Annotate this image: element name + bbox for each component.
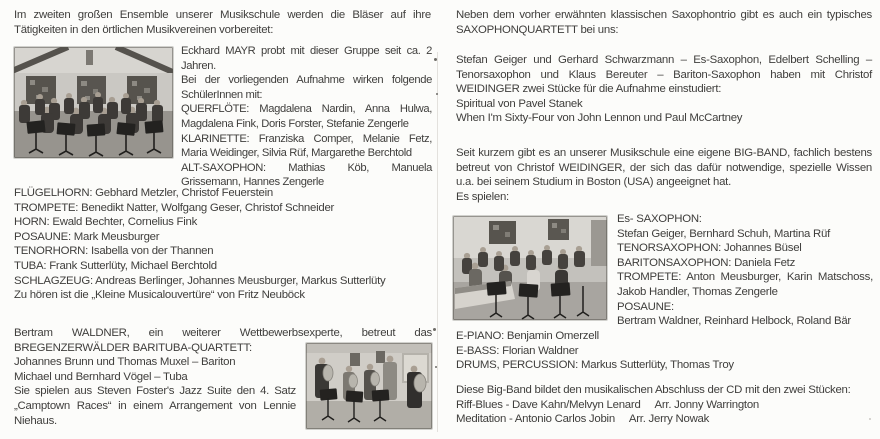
bigband-photo (453, 216, 607, 320)
side-line: QUERFLÖTE: Magdalena Nardin, Anna Hulwa, Magdalena Fink, Doris Forster, Stefanie Zengerle (181, 103, 432, 130)
side-line: KLARINETTE: Franziska Comper, Melanie Fetz, Maria Weidinger, Silvia Rüf, Margarethe Berchtold (181, 132, 432, 160)
instrument-line: HORN: Ewald Bechter, Cornelius Fink (14, 216, 198, 229)
side-line: ALT-SAXOPHON: Mathias Köb, Manuela Grissemann, Hannes Zengerle (181, 161, 432, 189)
left-intro-paragraph: Im zweiten großen Ensemble unserer Musikschule werden die Bläser auf ihre Tätigkeiten in den örtlichen Musikvereinen vorbereitet: (14, 9, 431, 36)
bigband-line: E-BASS: Florian Waldner (456, 344, 579, 357)
track-row (456, 412, 872, 427)
piece-credit-line: Zu hören ist die „Kleine Musicalouvertüre“ von Fritz Neuböck (14, 289, 305, 302)
scan-speck (433, 328, 436, 331)
instrument-line: FLÜGELHORN: Gebhard Metzler, Christof Feuerstein (14, 187, 273, 199)
quartet-body (14, 341, 432, 429)
bigband-line: E-PIANO: Benjamin Omerzell (456, 330, 599, 342)
bigband-closing-section (456, 383, 872, 427)
instrument-line: SCHLAGZEUG: Andreas Berlinger, Johannes Meusburger, Markus Sutterlüty (14, 274, 386, 287)
bigband-side-text (617, 212, 873, 329)
instrument-line: TUBA: Frank Sutterlüty, Michael Berchtold (14, 259, 217, 272)
ensemble-photo-graphic (14, 47, 173, 158)
bigband-line: POSAUNE: (617, 300, 674, 313)
track-arranger: Arr. Jerry Nowak (628, 413, 710, 426)
track-name: Riff-Blues - Dave Kahn/Melvyn Lenard (456, 398, 641, 411)
instrument-line: TROMPETE: Benedikt Natter, Wolfgang Geser, Christof Schneider (14, 201, 335, 214)
track-row (456, 398, 872, 413)
bigband-rhythm-section (456, 329, 872, 373)
quartet-photo-graphic (306, 343, 432, 429)
scan-speck (435, 366, 437, 368)
right-intro-paragraph: Neben dem vorher erwähnten klassischen Saxophontrio gibt es auch ein typisches SAXOPHONQUARTETT bei uns: (456, 9, 872, 36)
scan-fold-line (437, 52, 438, 432)
side-line: Eckhard MAYR probt mit dieser Gruppe seit ca. 2 Jahren. (181, 45, 432, 72)
piece-line: Spiritual von Pavel Stanek (456, 97, 583, 110)
quartet-name-line: BREGENZERWÄLDER BARITUBA-QUARTETT: (14, 341, 252, 354)
bigband-line: Stefan Geiger, Bernhard Schuh, Martina Rüf (617, 227, 831, 240)
barituba-quartet-section (14, 326, 432, 433)
bigband-intro-section (456, 146, 872, 204)
ensemble-photo (14, 47, 173, 158)
bigband-photo-graphic (453, 216, 607, 320)
track-arranger: Arr. Jonny Warrington (654, 398, 760, 411)
bigband-line: DRUMS, PERCUSSION: Markus Sutterlüty, Thomas Troy (456, 359, 734, 372)
quartet-photo (306, 343, 432, 429)
es-spielen-line: Es spielen: (456, 190, 509, 203)
track-name: Meditation - Antonio Carlos Jobin (456, 413, 615, 426)
bigband-line: Es- SAXOPHON: (617, 213, 702, 225)
sax-quartet-paragraph: Stefan Geiger und Gerhard Schwarzmann – Es-Saxophon, Edelbert Schelling – Tenorsaxophon und Klaus Bereuter – Bariton-Saxophon haben mit Christof WEIDINGER zwei Stücke für die Aufnahme einstudiert: (456, 54, 872, 96)
piece-line: When I'm Sixty-Four von John Lennon und Paul McCartney (456, 112, 743, 125)
quartet-intro-line: Bertram WALDNER, ein weiterer Wettbewerbsexperte, betreut das (14, 327, 432, 339)
bigband-line: Bertram Waldner, Reinhard Helbock, Roland Bär (617, 315, 851, 328)
closing-line: Diese Big-Band bildet den musikalischen Abschluss der CD mit den zwei Stücken: (456, 384, 851, 396)
bigband-line: TENORSAXOPHON: Johannes Büsel (617, 242, 802, 255)
quartet-piece-paragraph: Sie spielen aus Steven Foster's Jazz Suite den 4. Satz „Camptown Races“ in einem Arrangement von Lennie Niehaus. (14, 385, 296, 427)
instrument-line: TENORHORN: Isabella von der Thannen (14, 245, 214, 258)
scan-speck (434, 58, 437, 61)
ensemble-side-text (181, 44, 432, 190)
bigband-line: BARITONSAXOPHON: Daniela Fetz (617, 256, 796, 269)
side-line: Bei der vorliegenden Aufnahme wirken folgende SchülerInnen mit: (181, 74, 432, 101)
instrument-line: POSAUNE: Mark Meusburger (14, 230, 160, 243)
quartet-member-line: Michael und Bernhard Vögel – Tuba (14, 370, 188, 383)
bigband-line: TROMPETE: Anton Meusburger, Karin Matschoss, Jakob Handler, Thomas Zengerle (617, 271, 873, 298)
bigband-paragraph: Seit kurzem gibt es an unserer Musikschule eine eigene BIG-BAND, fachlich bestens betreut von Christof WEIDINGER, der sich das dafür notwendige, spezielle Wissen u.a. bei seinem Studium in Boston (USA) angeeignet hat. (456, 147, 872, 189)
sax-quartet-section (456, 53, 872, 126)
instrument-list (14, 186, 431, 303)
quartet-member-line: Johannes Brunn und Thomas Muxel – Bariton (14, 356, 236, 369)
scan-speck (436, 93, 438, 95)
